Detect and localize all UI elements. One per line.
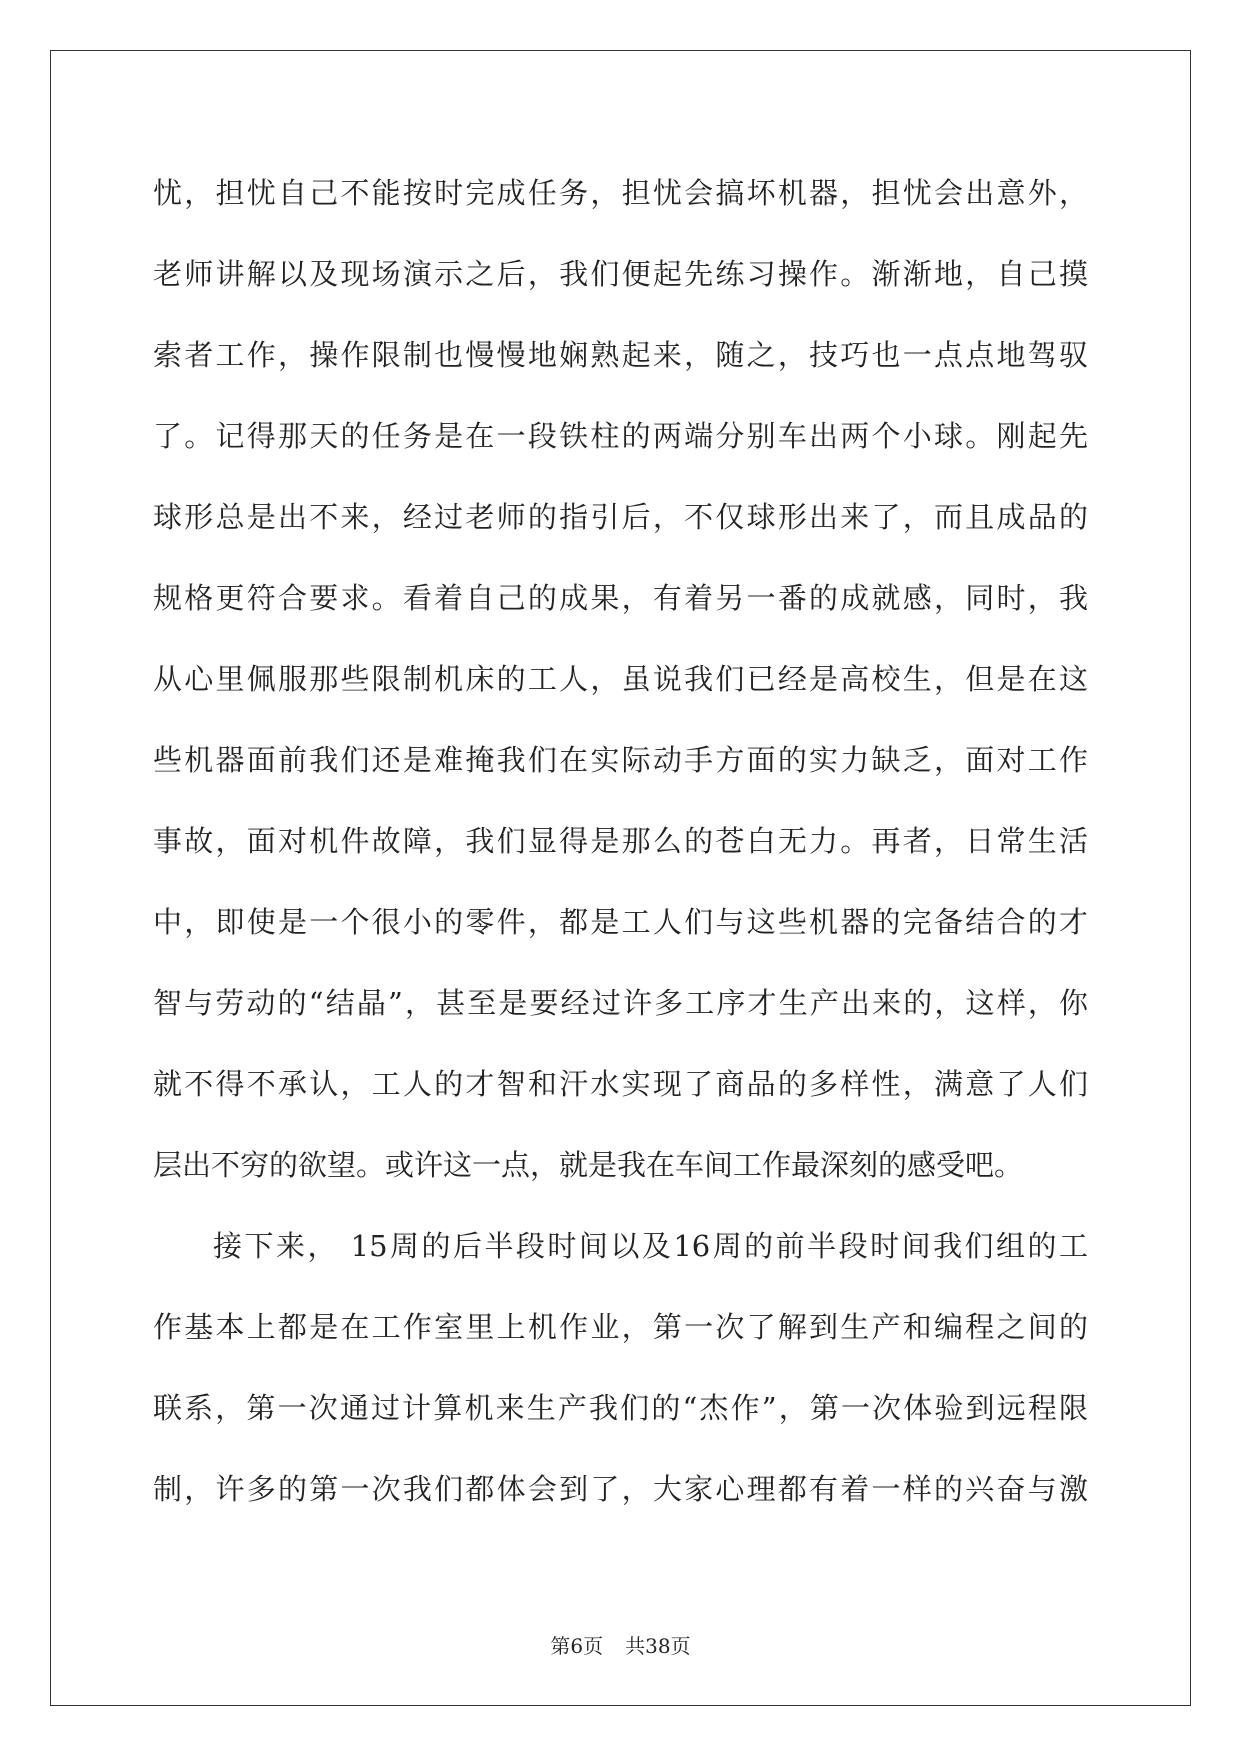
text-line: 忧，担忧自己不能按时完成任务，担忧会搞坏机器，担忧会出意外， [153, 176, 1088, 210]
text-line: 球形总是出不来，经过老师的指引后，不仅球形出来了，而且成品的 [153, 500, 1088, 534]
text-line: 联系，第一次通过计算机来生产我们的“杰作”，第一次体验到远程限 [153, 1391, 1088, 1425]
text-line: 索者工作，操作限制也慢慢地娴熟起来，随之，技巧也一点点地驾驭 [153, 338, 1088, 372]
text-line: 作基本上都是在工作室里上机作业，第一次了解到生产和编程之间的 [153, 1310, 1088, 1344]
page-number: 第6页 [550, 1634, 604, 1658]
text-line: 规格更符合要求。看着自己的成果，有着另一番的成就感，同时，我 [153, 581, 1088, 615]
text-line: 智与劳动的“结晶”，甚至是要经过许多工序才生产出来的，这样，你 [153, 986, 1088, 1020]
text-line: 制，许多的第一次我们都体会到了，大家心理都有着一样的兴奋与激 [153, 1472, 1088, 1506]
text-line: 老师讲解以及现场演示之后，我们便起先练习操作。渐渐地，自己摸 [153, 257, 1088, 291]
text-line: 事故，面对机件故障，我们显得是那么的苍白无力。再者，日常生活 [153, 824, 1088, 858]
body-text [153, 163, 1088, 1540]
text-line: 接下来， 15周的后半段时间以及16周的前半段时间我们组的工 [213, 1229, 1088, 1263]
text-line: 就不得不承认，工人的才智和汗水实现了商品的多样性，满意了人们 [153, 1067, 1088, 1101]
text-line: 层出不穷的欲望。或许这一点，就是我在车间工作最深刻的感受吧。 [153, 1148, 1024, 1182]
text-line: 了。记得那天的任务是在一段铁柱的两端分别车出两个小球。刚起先 [153, 419, 1088, 453]
text-line: 从心里佩服那些限制机床的工人，虽说我们已经是高校生，但是在这 [153, 662, 1088, 696]
page-footer [0, 1630, 1241, 1659]
page-total: 共38页 [625, 1634, 691, 1658]
text-line: 中，即使是一个很小的零件，都是工人们与这些机器的完备结合的才 [153, 905, 1088, 939]
text-line: 些机器面前我们还是难掩我们在实际动手方面的实力缺乏，面对工作 [153, 743, 1088, 777]
